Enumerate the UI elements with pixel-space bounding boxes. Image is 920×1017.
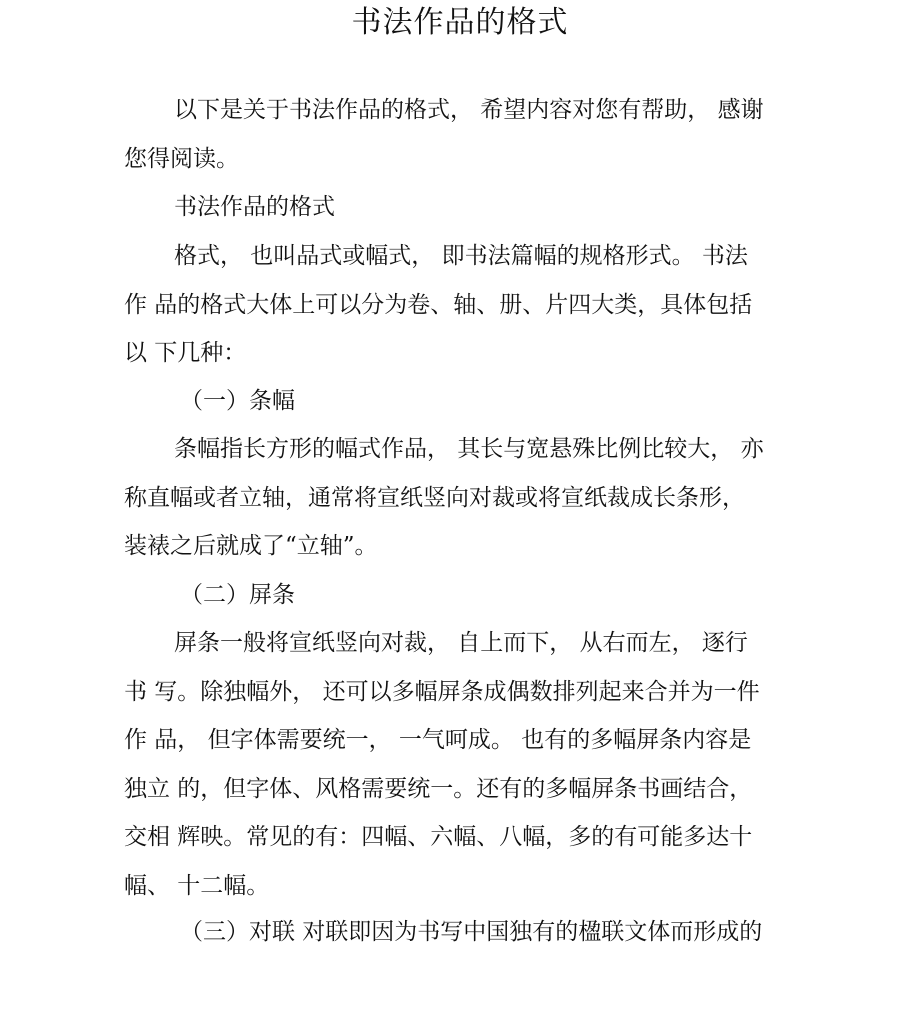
text-line: 以下是关于书法作品的格式， 希望内容对您有帮助， 感谢 [174,97,764,123]
text-line: 交相 辉映。常见的有：四幅、六幅、八幅，多的有可能多达十 [124,824,753,850]
section-heading [124,183,804,232]
text-line: （三）对联 对联即因为书写中国独有的楹联文体而形成的 [180,919,763,945]
definition-paragraph [124,232,804,378]
pingtiao-paragraph [124,619,804,910]
subheading-pingtiao [124,571,804,620]
text-line: 幅、 十二幅。 [124,872,270,899]
text-line: 书 写。除独幅外， 还可以多幅屏条成偶数排列起来合并为一件 [124,678,760,705]
text-line: 条幅指长方形的幅式作品， 其长与宽悬殊比例比较大， 亦 [174,436,764,462]
text-line: 称直幅或者立轴，通常将宣纸竖向对裁或将宣纸裁成长条形， [124,484,745,511]
intro-paragraph [124,86,804,183]
text-line: 格式， 也叫品式或幅式， 即书法篇幅的规格形式。 书法 [174,243,748,269]
text-line: 作 品， 但字体需要统一， 一气呵成。 也有的多幅屏条内容是 [124,727,752,753]
text-line: 独立 的，但字体、风格需要统一。还有的多幅屏条书画结合， [124,775,753,802]
text-line: 以 下几种： [124,340,247,366]
subheading-duilian [124,908,804,957]
subheading-tiaofu [124,377,804,426]
document-title: 书法作品的格式 [351,5,569,40]
text-line: （二）屏条 [180,582,295,608]
text-line: （一）条幅 [180,388,295,414]
text-line: 书法作品的格式 [174,194,335,220]
text-line: 装裱之后就成了“立轴”。 [124,533,378,559]
text-line: 作 品的格式大体上可以分为卷、轴、册、片四大类，具体包括 [124,291,753,318]
tiaofu-paragraph [124,425,804,571]
text-line: 您得阅读。 [124,145,239,172]
text-line: 屏条一般将宣纸竖向对裁， 自上而下， 从右而左， 逐行 [174,630,748,656]
